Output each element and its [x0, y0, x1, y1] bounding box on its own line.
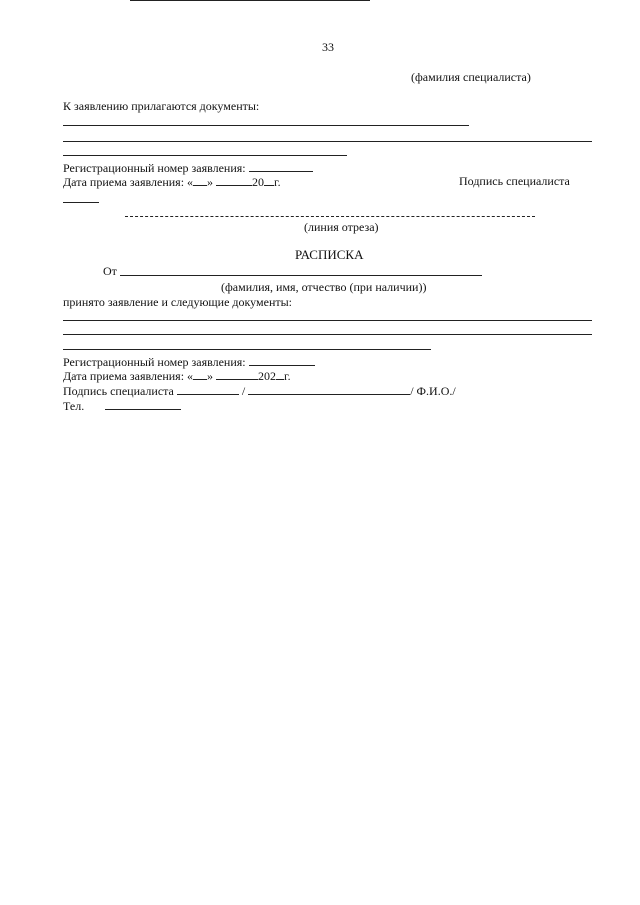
receipt-date-day-field[interactable] — [193, 368, 207, 380]
receipt-fio-field[interactable] — [248, 383, 410, 395]
reg-number-label: Регистрационный номер заявления: — [63, 161, 246, 175]
date-year-field[interactable] — [264, 174, 274, 186]
date-row — [63, 174, 281, 189]
date-label: Дата приема заявления: « — [63, 175, 194, 189]
receipt-date-year: 202 — [258, 369, 277, 383]
doc-line-1 — [63, 125, 469, 126]
signature-short-line — [63, 202, 99, 203]
receipt-title: РАСПИСКА — [295, 247, 364, 262]
receipt-date-label: Дата приема заявления: « — [63, 369, 194, 383]
specialist-surname-caption: (фамилия специалиста) — [411, 70, 531, 84]
receipt-date-row — [63, 368, 291, 383]
receipt-reg-number-label: Регистрационный номер заявления: — [63, 355, 246, 369]
doc-line-3 — [63, 155, 347, 156]
receipt-slash: / — [241, 384, 246, 398]
receipt-date-suffix: г. — [284, 369, 291, 383]
date-year: 20 — [252, 175, 265, 189]
receipt-phone-label: Тел. — [63, 399, 85, 413]
receipt-signature-field[interactable] — [177, 383, 239, 395]
top-rule — [130, 0, 370, 1]
accepted-label: принято заявление и следующие документы: — [63, 295, 293, 309]
receipt-doc-line-1 — [63, 320, 592, 321]
receipt-reg-number-row — [63, 354, 315, 369]
receipt-phone-row — [63, 398, 181, 413]
receipt-doc-line-2 — [63, 334, 592, 335]
date-mid: » — [207, 175, 214, 189]
from-line[interactable] — [120, 275, 482, 276]
page-number: 33 — [322, 40, 334, 54]
attached-docs-label: К заявлению прилагаются документы: — [63, 99, 260, 113]
signature-label: Подпись специалиста — [459, 174, 570, 188]
fio-caption: (фамилия, имя, отчество (при наличии)) — [221, 280, 427, 294]
receipt-date-year-field[interactable] — [276, 368, 284, 380]
reg-number-row — [63, 160, 313, 175]
cut-line — [125, 216, 535, 217]
reg-number-field[interactable] — [249, 160, 313, 172]
receipt-date-month-field[interactable] — [216, 368, 258, 380]
cut-line-caption: (линия отреза) — [304, 220, 379, 234]
receipt-signature-row — [63, 383, 456, 398]
date-month-field[interactable] — [216, 174, 252, 186]
receipt-doc-line-3 — [63, 349, 431, 350]
receipt-signature-label: Подпись специалиста — [63, 384, 174, 398]
from-label: От — [103, 264, 117, 278]
receipt-date-mid: » — [207, 369, 214, 383]
receipt-fio-label: / Ф.И.О./ — [410, 384, 456, 398]
doc-line-2 — [63, 141, 592, 142]
date-day-field[interactable] — [193, 174, 207, 186]
receipt-phone-field[interactable] — [105, 398, 181, 410]
date-suffix: г. — [274, 175, 281, 189]
receipt-reg-number-field[interactable] — [249, 354, 315, 366]
